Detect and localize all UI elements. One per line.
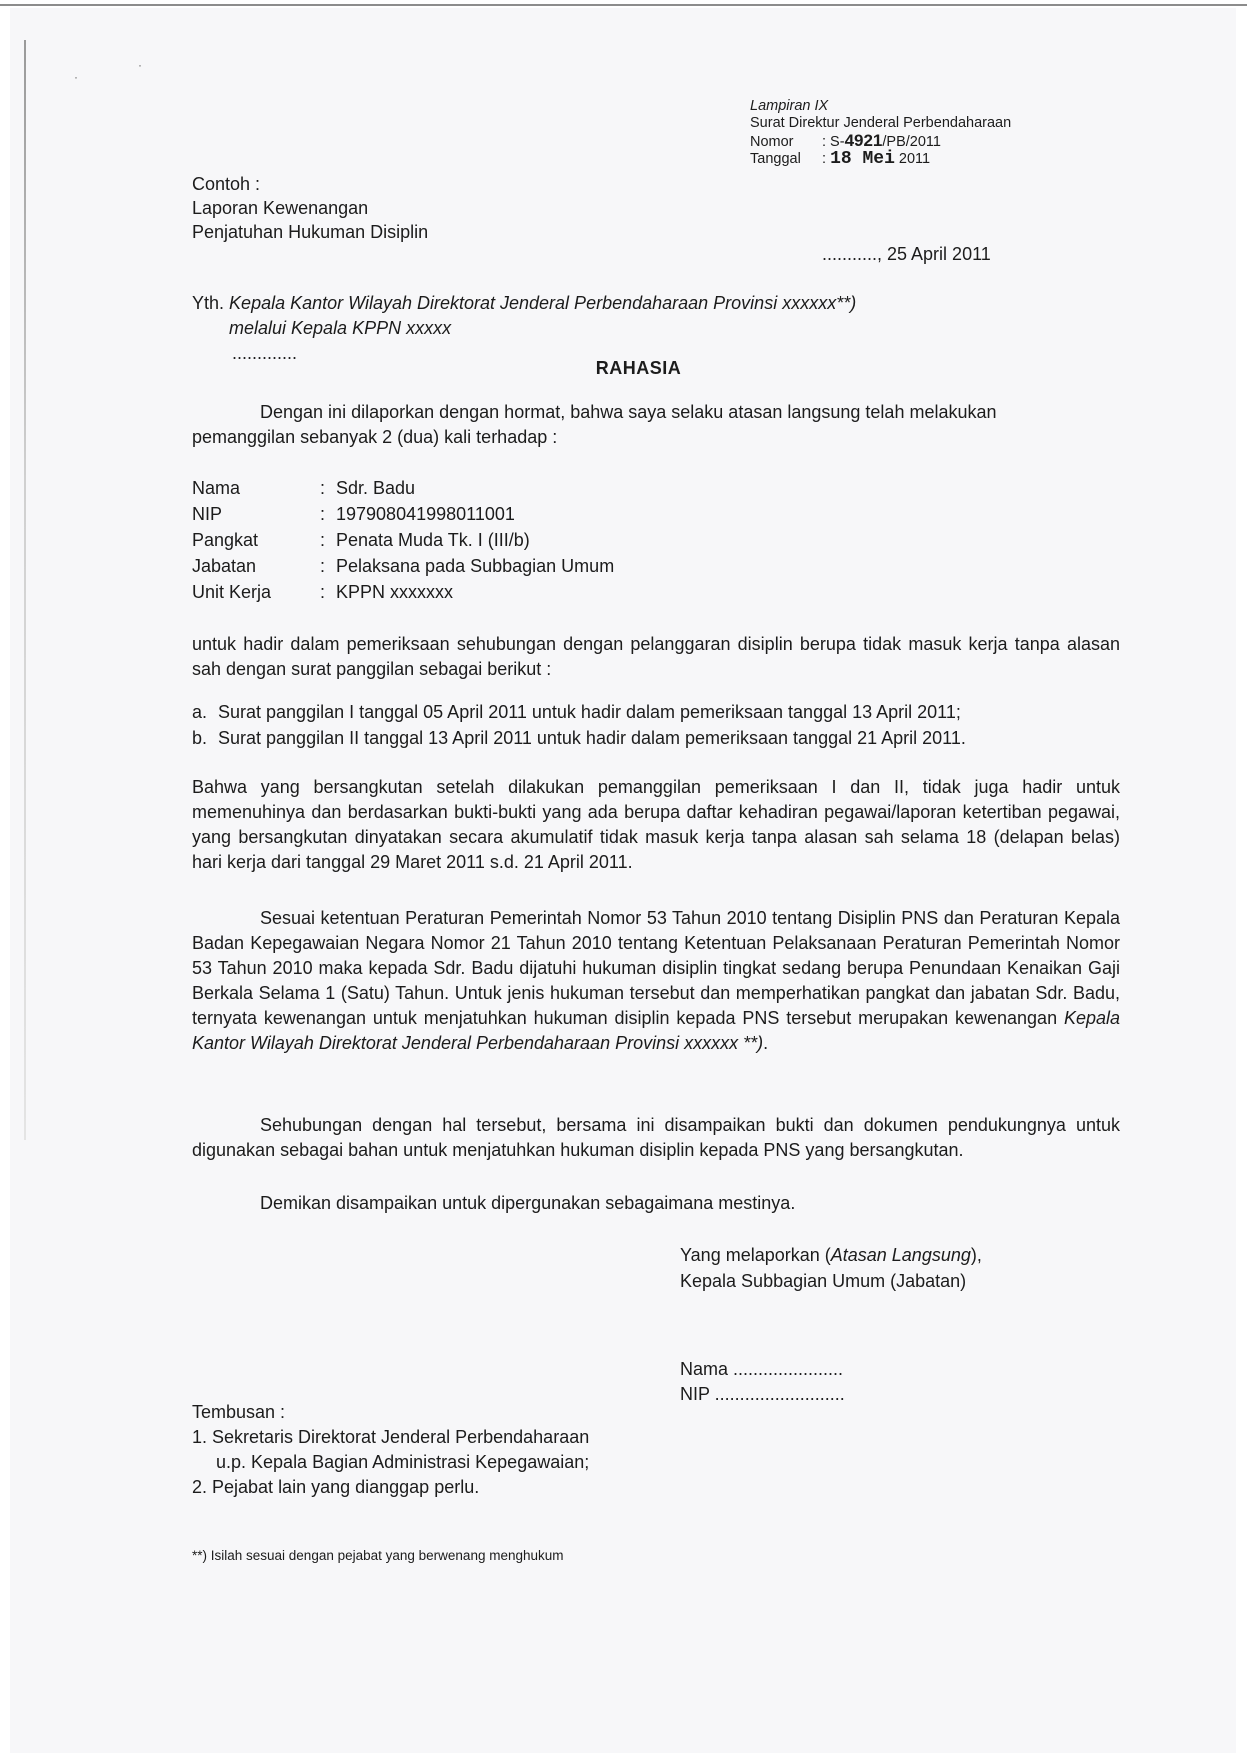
list-item: b. Surat panggilan II tanggal 13 April 2011 untuk hadir dalam pemeriksaan tanggal 21 April 2011.	[192, 728, 966, 748]
classification-heading: RAHASIA	[595, 358, 682, 378]
tembusan-item: 2. Pejabat lain yang dianggap perlu.	[192, 1477, 480, 1497]
handwritten-number: 4921	[844, 131, 883, 150]
sesuai-paragraph: Sesuai ketentuan Peraturan Pemerintah Nomor 53 Tahun 2010 tentang Disiplin PNS dan Peraturan Kepala Badan Kepegawaian Negara Nomor 21 Tahun 2010 tentang Ketentuan Pelaksanaan Peraturan Pemerintah Nomor 53 Tahun 2010 maka kepada Sdr. Badu dijatuhi hukuman disiplin tingkat sedang berupa Penundaan Kenaikan Gaji Berkala Selama 1 (Satu) Tahun. Untuk jenis hukuman tersebut dan memperhatikan pangkat dan jabatan Sdr. Badu, ternyata kewenangan untuk menjatuhkan hukuman disiplin kepada PNS tersebut merupakan kewenangan Kepala Kantor Wilayah Direktorat Jenderal Perbendaharaan Provinsi xxxxxx **).	[192, 908, 1120, 1053]
panggilan-list	[192, 699, 966, 751]
addressee-line-1: Kepala Kantor Wilayah Direktorat Jenderal Perbendaharaan Provinsi xxxxxx**)	[229, 293, 857, 313]
signature-position: Kepala Subbagian Umum (Jabatan)	[680, 1271, 967, 1291]
lampiran-block	[750, 98, 1011, 168]
lampiran-tanggal: Tanggal : 18 Mei 2011	[750, 149, 931, 169]
footnote: **) Isilah sesuai dengan pejabat yang berwenang menghukum	[192, 1548, 564, 1563]
list-item: a. Surat panggilan I tanggal 05 April 2011 untuk hadir dalam pemeriksaan tanggal 13 April 2011;	[192, 702, 961, 722]
intro-paragraph: Dengan ini dilaporkan dengan hormat, bahwa saya selaku atasan langsung telah melakukan pemanggilan sebanyak 2 (dua) kali terhadap :	[192, 402, 997, 447]
identity-row: Nama : Sdr. Badu	[192, 478, 416, 498]
contoh-block	[192, 172, 428, 244]
yth-label: Yth.	[192, 293, 225, 313]
identity-row: Unit Kerja : KPPN xxxxxxx	[192, 582, 454, 602]
scan-top-edge	[0, 4, 1247, 6]
lampiran-title: Lampiran IX	[750, 98, 829, 114]
scan-speck: ·	[74, 70, 78, 84]
contoh-title-1: Laporan Kewenangan	[192, 198, 369, 218]
addressee-block	[192, 291, 856, 366]
identity-row: Jabatan : Pelaksana pada Subbagian Umum	[192, 556, 615, 576]
signature-identity	[680, 1357, 845, 1407]
lampiran-subtitle: Surat Direktur Jenderal Perbendaharaan	[750, 115, 1012, 131]
contoh-label: Contoh :	[192, 174, 261, 194]
scan-speck: ·	[138, 58, 142, 72]
signature-role: Yang melaporkan (Atasan Langsung),	[680, 1245, 982, 1265]
date-stamp: 18 Mei	[830, 149, 895, 169]
identity-row: Pangkat : Penata Muda Tk. I (III/b)	[192, 530, 530, 550]
addressee-line-3: .............	[232, 343, 298, 363]
lampiran-nomor: Nomor : S-4921/PB/2011	[750, 131, 941, 150]
letter-date: ..........., 25 April 2011	[822, 244, 991, 264]
tembusan-item: 1. Sekretaris Direktorat Jenderal Perbendaharaan	[192, 1427, 590, 1447]
employee-identity-table	[192, 475, 614, 605]
bahwa-paragraph: Bahwa yang bersangkutan setelah dilakukan pemanggilan pemeriksaan I dan II, tidak juga hadir untuk memenuhinya dan berdasarkan bukti-bukti yang ada berupa daftar kehadiran pegawai/laporan ketertiban pegawai, yang bersangkutan dinyatakan secara akumulatif tidak masuk kerja tanpa alasan sah selama 18 (delapan belas) hari kerja dari tanggal 29 Maret 2011 s.d. 21 April 2011.	[192, 777, 1120, 872]
signature-block	[680, 1242, 982, 1294]
tembusan-title: Tembusan :	[192, 1402, 286, 1422]
signature-nip: NIP ..........................	[680, 1384, 845, 1404]
sehubungan-paragraph: Sehubungan dengan hal tersebut, bersama ini disampaikan bukti dan dokumen pendukungnya untuk digunakan sebagai bahan untuk menjatuhkan hukuman disiplin kepada PNS yang bersangkutan.	[192, 1115, 1120, 1160]
demikian-paragraph: Demikan disampaikan untuk dipergunakan sebagaimana mestinya.	[260, 1193, 796, 1213]
scan-left-edge	[24, 40, 26, 1140]
hadir-paragraph: untuk hadir dalam pemeriksaan sehubungan dengan pelanggaran disiplin berupa tidak masuk kerja tanpa alasan sah dengan surat panggilan sebagai berikut :	[192, 634, 1120, 679]
tembusan-block	[192, 1400, 589, 1500]
contoh-title-2: Penjatuhan Hukuman Disiplin	[192, 222, 429, 242]
tembusan-item-sub: u.p. Kepala Bagian Administrasi Kepegawaian;	[216, 1452, 590, 1472]
addressee-line-2: melalui Kepala KPPN xxxxx	[229, 318, 452, 338]
identity-row: NIP : 197908041998011001	[192, 504, 515, 524]
signature-nama: Nama ......................	[680, 1359, 844, 1379]
